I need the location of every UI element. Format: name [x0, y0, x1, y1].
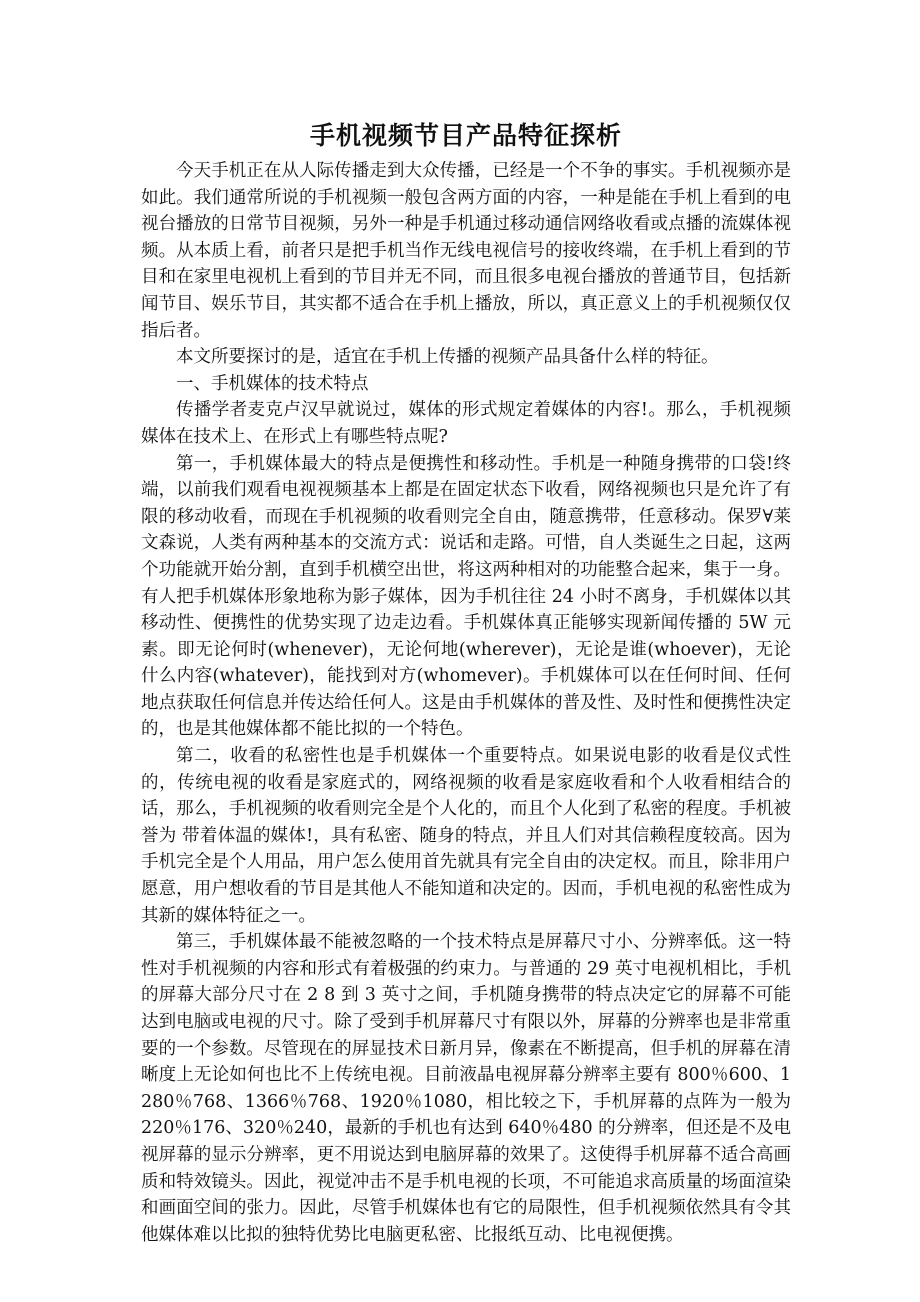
- purpose-paragraph: 本文所要探讨的是，适宜在手机上传播的视频产品具备什么样的特征。: [176, 347, 719, 368]
- document-title: 手机视频节目产品特征探析: [309, 121, 622, 150]
- mcluhan-paragraph: 传播学者麦克卢汉早就说过，媒体的形式规定着媒体的内容!。那么，手机视频媒体在技术上、在形式上有哪些特点呢?: [141, 400, 791, 447]
- section-heading: 一、手机媒体的技术特点: [176, 373, 369, 394]
- screen-paragraph: 第三，手机媒体最不能被忽略的一个技术特点是屏幕尺寸小、分辨率低。这一特性对手机视频的内容和形式有着极强的约束力。与普通的 29 英寸电视机相比，手机的屏幕大部分尺寸在 2 8 到 3 英寸之间，手机随身携带的特点决定它的屏幕不可能达到电脑或电视的尺寸。除了受到手机屏幕尺寸有限以外，屏幕的分辨率也是非常重要的一个参数。尽管现在的屏显技术日新月异，像素在不断提高，但手机的屏幕在清晰度上无论如何也比不上传统电视。目前液晶电视屏幕分辨率主要有 800％600、1280％768、1366％768、1920％1080，相比较之下，手机屏幕的点阵为一般为 220％176、320％240，最新的手机也有达到 640％480 的分辨率，但还是不及电视屏幕的显示分辨率，更不用说达到电脑屏幕的效果了。这使得手机屏幕不适合高画质和特效镜头。因此，视觉冲击不是手机电视的长项，不可能追求高质量的场面渲染和画面空间的张力。因此，尽管手机媒体也有它的局限性，但手机视频依然具有令其他媒体难以比拟的独特优势比电脑更私密、比报纸互动、比电视便携。: [141, 932, 791, 1245]
- document-page: [141, 118, 791, 1248]
- mobility-paragraph: 第一，手机媒体最大的特点是便携性和移动性。手机是一种随身携带的口袋!终端，以前我们观看电视视频基本上都是在固定状态下收看，网络视频也只是允许了有限的移动收看，而现在手机视频的收看则完全自由，随意携带，任意移动。保罗∀莱文森说，人类有两种基本的交流方式：说话和走路。可惜，自人类诞生之日起，这两个功能就开始分割，直到手机横空出世，将这两种相对的功能整合起来，集于一身。有人把手机媒体形象地称为影子媒体，因为手机往往 24 小时不离身，手机媒体以其移动性、便携性的优势实现了边走边看。手机媒体真正能够实现新闻传播的 5W 元素。即无论何时(whenever)，无论何地(wherever)，无论是谁(whoever)，无论什么内容(whatever)，能找到对方(whomever)。手机媒体可以在任何时间、任何地点获取任何信息并传达给任何人。这是由手机媒体的普及性、及时性和便携性决定的，也是其他媒体都不能比拟的一个特色。: [141, 453, 791, 740]
- intro-paragraph: 今天手机正在从人际传播走到大众传播，已经是一个不争的事实。手机视频亦是如此。我们通常所说的手机视频一般包含两方面的内容，一种是能在手机上看到的电视台播放的日常节目视频，另外一种是手机通过移动通信网络收看或点播的流媒体视频。从本质上看，前者只是把手机当作无线电视信号的接收终端，在手机上看到的节目和在家里电视机上看到的节目并无不同，而且很多电视台播放的普通节目，包括新闻节目、娱乐节目，其实都不适合在手机上播放，所以，真正意义上的手机视频仅仅指后者。: [141, 161, 791, 341]
- privacy-paragraph: 第二，收看的私密性也是手机媒体一个重要特点。如果说电影的收看是仪式性的，传统电视的收看是家庭式的，网络视频的收看是家庭收看和个人收看相结合的话，那么，手机视频的收看则完全是个人化的，而且个人化到了私密的程度。手机被誉为 带着体温的媒体!，具有私密、随身的特点，并且人们对其信赖程度较高。因为手机完全是个人用品，用户怎么使用首先就具有完全自由的决定权。而且，除非用户愿意，用户想收看的节目是其他人不能知道和决定的。因而，手机电视的私密性成为其新的媒体特征之一。: [141, 746, 791, 926]
